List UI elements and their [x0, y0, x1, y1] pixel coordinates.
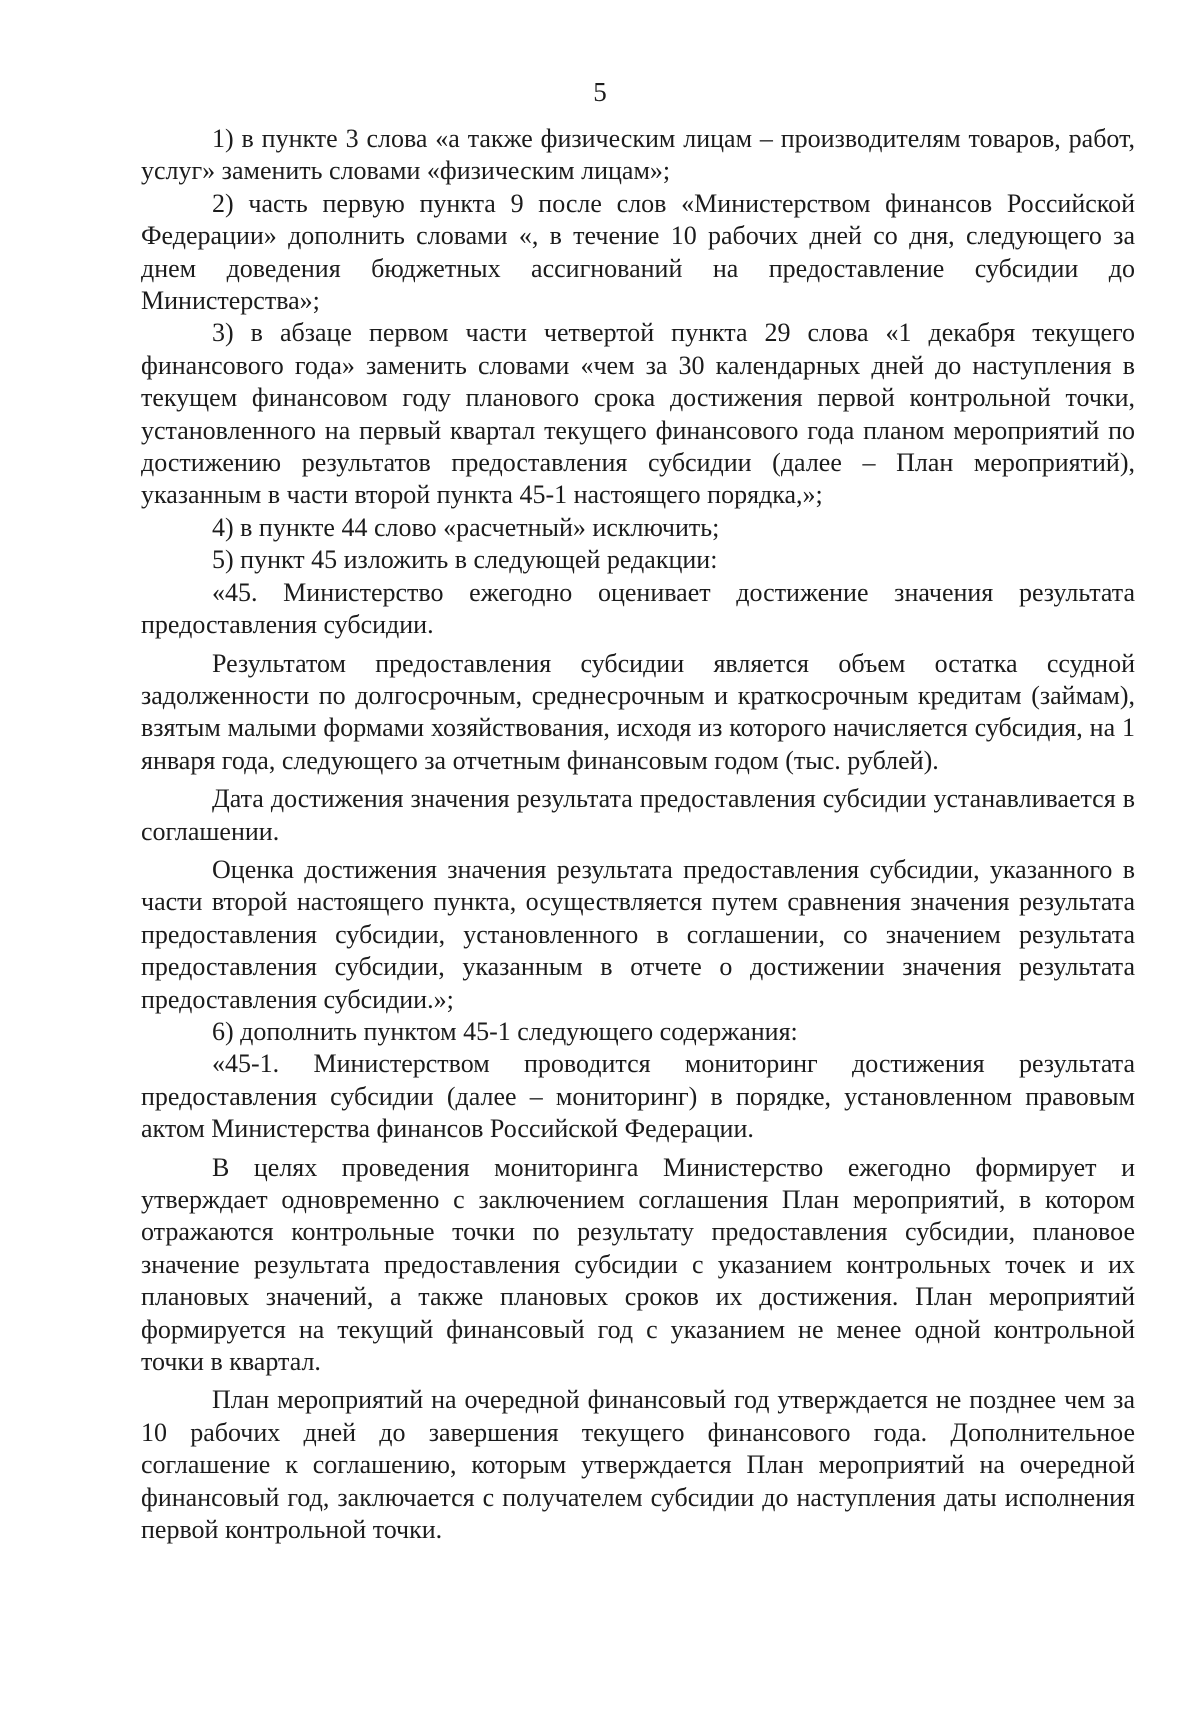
paragraph-result-date: Дата достижения значения результата предоставления субсидии устанавливается в соглашении. [141, 784, 1135, 846]
paragraph-clause-45: «45. Министерство ежегодно оценивает достижение значения результата предоставления субсидии. [141, 577, 1135, 640]
paragraph-result-definition: Результатом предоставления субсидии является объем остатка ссудной задолженности по долгосрочным, среднесрочным и краткосрочным кредитам (займам), взятым малыми формами хозяйствования, исходя из которого начисляется субсидия, на 1 января года, следующего за отчетным финансовым годом (тыс. рублей). [141, 648, 1135, 775]
paragraph-item-1: 1) в пункте 3 слова «а также физическим лицам – производителям товаров, работ, услуг» заменить словами «физическим лицам»; [141, 124, 1135, 186]
paragraph-plan-approval: План мероприятий на очередной финансовый год утверждается не позднее чем за 10 рабочих дней до завершения текущего финансового года. Дополнительное соглашение к соглашению, которым утверждается План мероприятий на очередной финансовый год, заключается с получателем субсидии до наступления даты исполнения первой контрольной точки. [141, 1385, 1135, 1545]
paragraph-item-3: 3) в абзаце первом части четвертой пункта 29 слова «1 декабря текущего финансового года» заменить словами «чем за 30 календарных дней до наступления в текущем финансовом году планового срока достижения первой контрольной точки, установленного на первый квартал текущего финансового года планом мероприятий по достижению результатов предоставления субсидии (далее – План мероприятий), указанным в части второй пункта 45-1 настоящего порядка,»; [141, 318, 1135, 510]
paragraph-clause-45-1: «45-1. Министерством проводится мониторинг достижения результата предоставления субсидии (далее – мониторинг) в порядке, установленном правовым актом Министерства финансов Российской Федерации. [141, 1049, 1135, 1144]
paragraph-item-6: 6) дополнить пунктом 45-1 следующего содержания: [212, 1016, 798, 1046]
paragraph-monitoring-plan: В целях проведения мониторинга Министерство ежегодно формирует и утверждает одновременно с заключением соглашения План мероприятий, в котором отражаются контрольные точки по результату предоставления субсидии, плановое значение результата предоставления субсидии с указанием контрольных точек и их плановых значений, а также плановых сроков их достижения. План мероприятий формируется на текущий финансовый год с указанием не менее одной контрольной точки в квартал. [141, 1152, 1135, 1377]
paragraph-result-assessment: Оценка достижения значения результата предоставления субсидии, указанного в части второй настоящего пункта, осуществляется путем сравнения значения результата предоставления субсидии, установленного в соглашении, со значением результата предоставления субсидии, указанным в отчете о достижении значения результата предоставления субсидии.»; [141, 854, 1135, 1014]
paragraph-item-4: 4) в пункте 44 слово «расчетный» исключить; [212, 512, 720, 542]
document-body [141, 123, 1135, 1546]
paragraph-item-2: 2) часть первую пункта 9 после слов «Министерством финансов Российской Федерации» дополнить словами «, в течение 10 рабочих дней со дня, следующего за днем доведения бюджетных ассигнований на предоставление субсидии до Министерства»; [141, 188, 1135, 316]
page-number: 5 [593, 77, 607, 107]
paragraph-item-5: 5) пункт 45 изложить в следующей редакции: [212, 545, 718, 575]
